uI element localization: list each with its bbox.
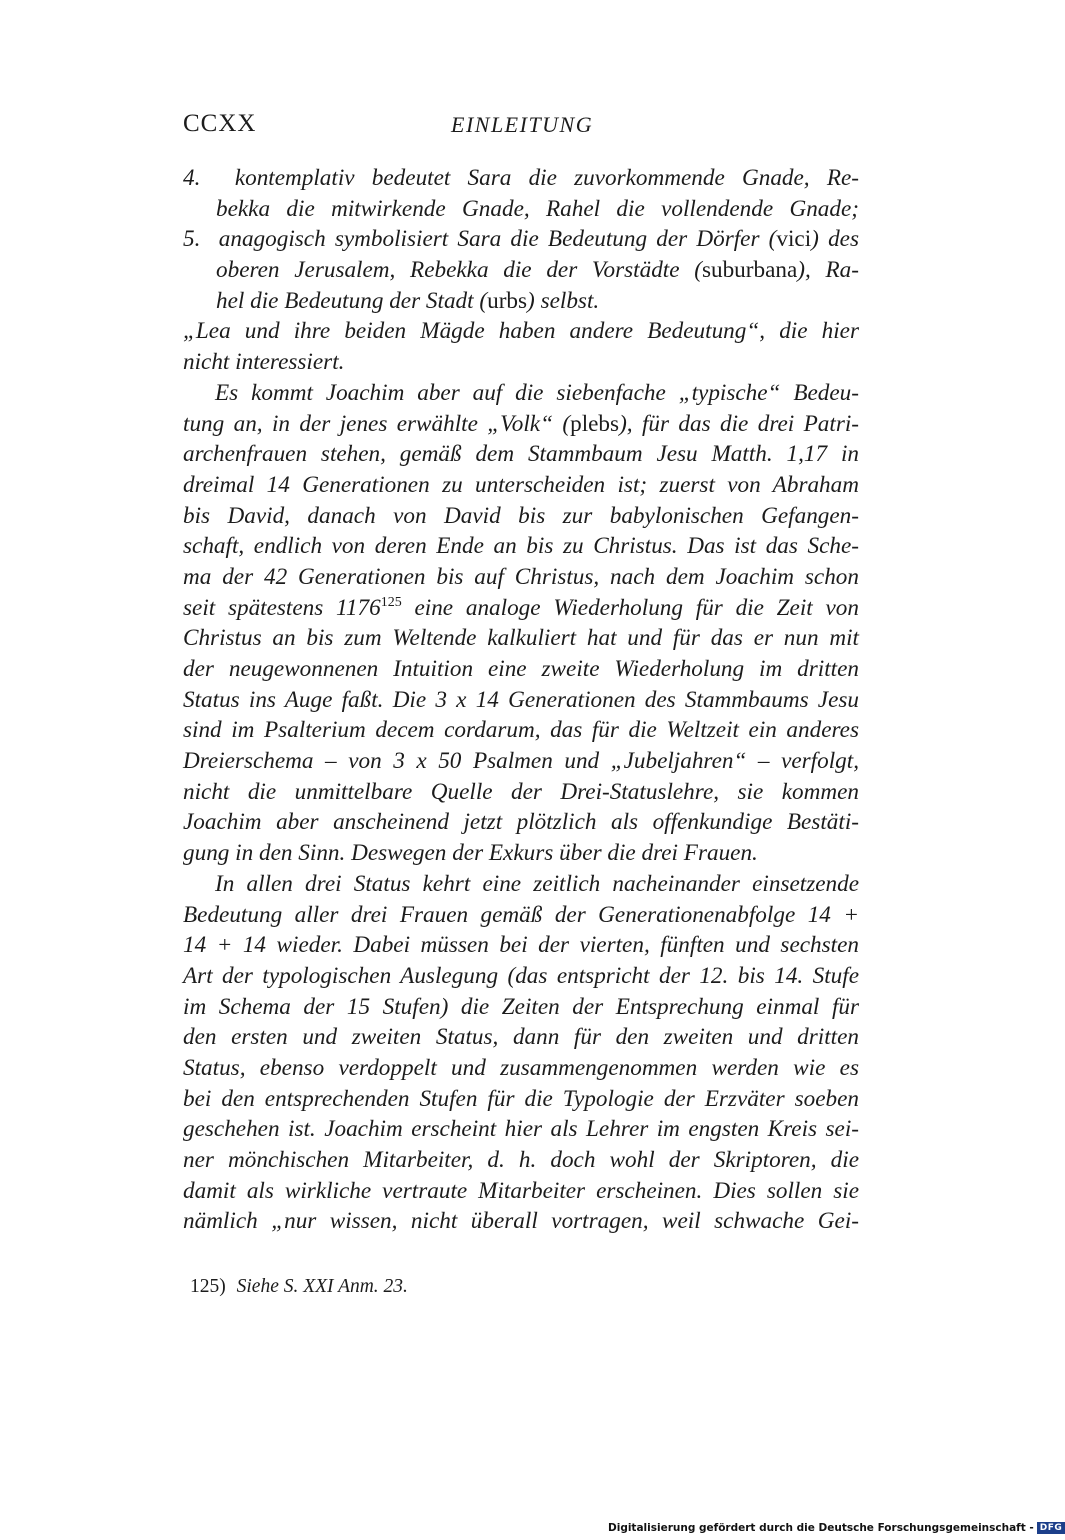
footnote-text: Siehe S. XXI Anm. 23. — [236, 1276, 408, 1297]
text-line: geschehen ist. Joachim erscheint hier als Lehrer im engsten Kreis sei- — [183, 1116, 859, 1143]
text-line: 4. kontemplativ bedeutet Sara die zuvorkommende Gnade, Re- — [183, 165, 859, 191]
text-line: nicht die unmittelbare Quelle der Drei-Statuslehre, sie kommen — [183, 778, 859, 805]
text-line: dreimal 14 Generationen zu unterscheiden ist; zuerst von Abraham — [183, 471, 859, 498]
digitization-notice — [608, 1521, 1065, 1535]
text-line: der neugewonnenen Intuition eine zweite Wiederholung im dritten — [183, 656, 859, 682]
text-line: Status ins Auge faßt. Die 3 x 14 Generationen des Stammbaums Jesu — [183, 686, 859, 713]
text-line: den ersten und zweiten Status, dann für den zweiten und dritten — [183, 1024, 859, 1051]
text-line: Dreierschema – von 3 x 50 Psalmen und „Jubeljahren“ – verfolgt, — [183, 748, 859, 775]
text-line: oberen Jerusalem, Rebekka die der Vorstädte (suburbana), Ra- — [216, 257, 859, 284]
text-line: Joachim aber anscheinend jetzt plötzlich als offenkundige Bestäti- — [183, 809, 859, 836]
text-line: bekka die mitwirkende Gnade, Rahel die vollendende Gnade; — [216, 195, 859, 222]
body-text — [183, 163, 859, 1237]
text-line: „Lea und ihre beiden Mägde haben andere Bedeutung“, die hier — [183, 318, 859, 345]
text-line: sind im Psalterium decem cordarum, das für die Weltzeit ein anderes — [183, 717, 859, 744]
dfg-logo: DFG — [1037, 1522, 1065, 1534]
footnote — [190, 1276, 850, 1298]
footnote-number: 125) — [190, 1276, 226, 1297]
text-line: hel die Bedeutung der Stadt (urbs) selbst. — [216, 287, 600, 314]
page-header — [183, 110, 859, 146]
text-line: ma der 42 Generationen bis auf Christus, nach dem Joachim schon — [183, 563, 859, 590]
text-line: schaft, endlich von deren Ende an bis zu Christus. Das ist das Sche- — [183, 533, 859, 560]
text-line: 5. anagogisch symbolisiert Sara die Bedeutung der Dörfer (vici) des — [183, 226, 859, 253]
text-line: gung in den Sinn. Deswegen der Exkurs über die drei Frauen. — [183, 840, 758, 867]
text-line: seit spätestens 1176$^{125}$ eine analoge Wiederholung für die Zeit von — [183, 594, 859, 621]
text-line: nämlich „nur wissen, nicht überall vortragen, weil schwache Gei- — [183, 1208, 859, 1235]
text-line: archenfrauen stehen, gemäß dem Stammbaum Jesu Matth. 1,17 in — [183, 441, 859, 468]
text-line: Art der typologischen Auslegung (das entspricht der 12. bis 14. Stufe — [183, 962, 859, 989]
text-line: damit als wirkliche vertraute Mitarbeiter erscheinen. Dies sollen sie — [183, 1177, 859, 1204]
text-line: 14 + 14 wieder. Dabei müssen bei der vierten, fünften und sechsten — [183, 932, 859, 959]
running-title: EINLEITUNG — [451, 112, 594, 137]
text-line: nicht interessiert. — [183, 349, 345, 376]
text-line: Status, ebenso verdoppelt und zusammengenommen werden wie es — [183, 1054, 859, 1081]
text-line: Bedeutung aller drei Frauen gemäß der Generationenabfolge 14 + — [183, 901, 859, 928]
text-line: Christus an bis zum Weltende kalkuliert hat und für das er nun mit — [183, 625, 859, 652]
text-line: Es kommt Joachim aber auf die siebenfache „typische“ Bedeu- — [215, 379, 859, 406]
text-line: In allen drei Status kehrt eine zeitlich nacheinander einsetzende — [215, 870, 859, 897]
digitization-notice-text: Digitalisierung gefördert durch die Deutsche Forschungsgemeinschaft - — [608, 1522, 1034, 1534]
page-number: CCXX — [183, 110, 257, 137]
text-line: im Schema der 15 Stufen) die Zeiten der Entsprechung einmal für — [183, 993, 859, 1020]
text-line: tung an, in der jenes erwählte „Volk“ (plebs), für das die drei Patri- — [183, 410, 860, 437]
text-line: bei den entsprechenden Stufen für die Typologie der Erzväter soeben — [183, 1085, 859, 1112]
text-line: ner mönchischen Mitarbeiter, d. h. doch wohl der Skriptoren, die — [183, 1147, 859, 1173]
text-line: bis David, danach von David bis zur babylonischen Gefangen- — [183, 502, 859, 529]
